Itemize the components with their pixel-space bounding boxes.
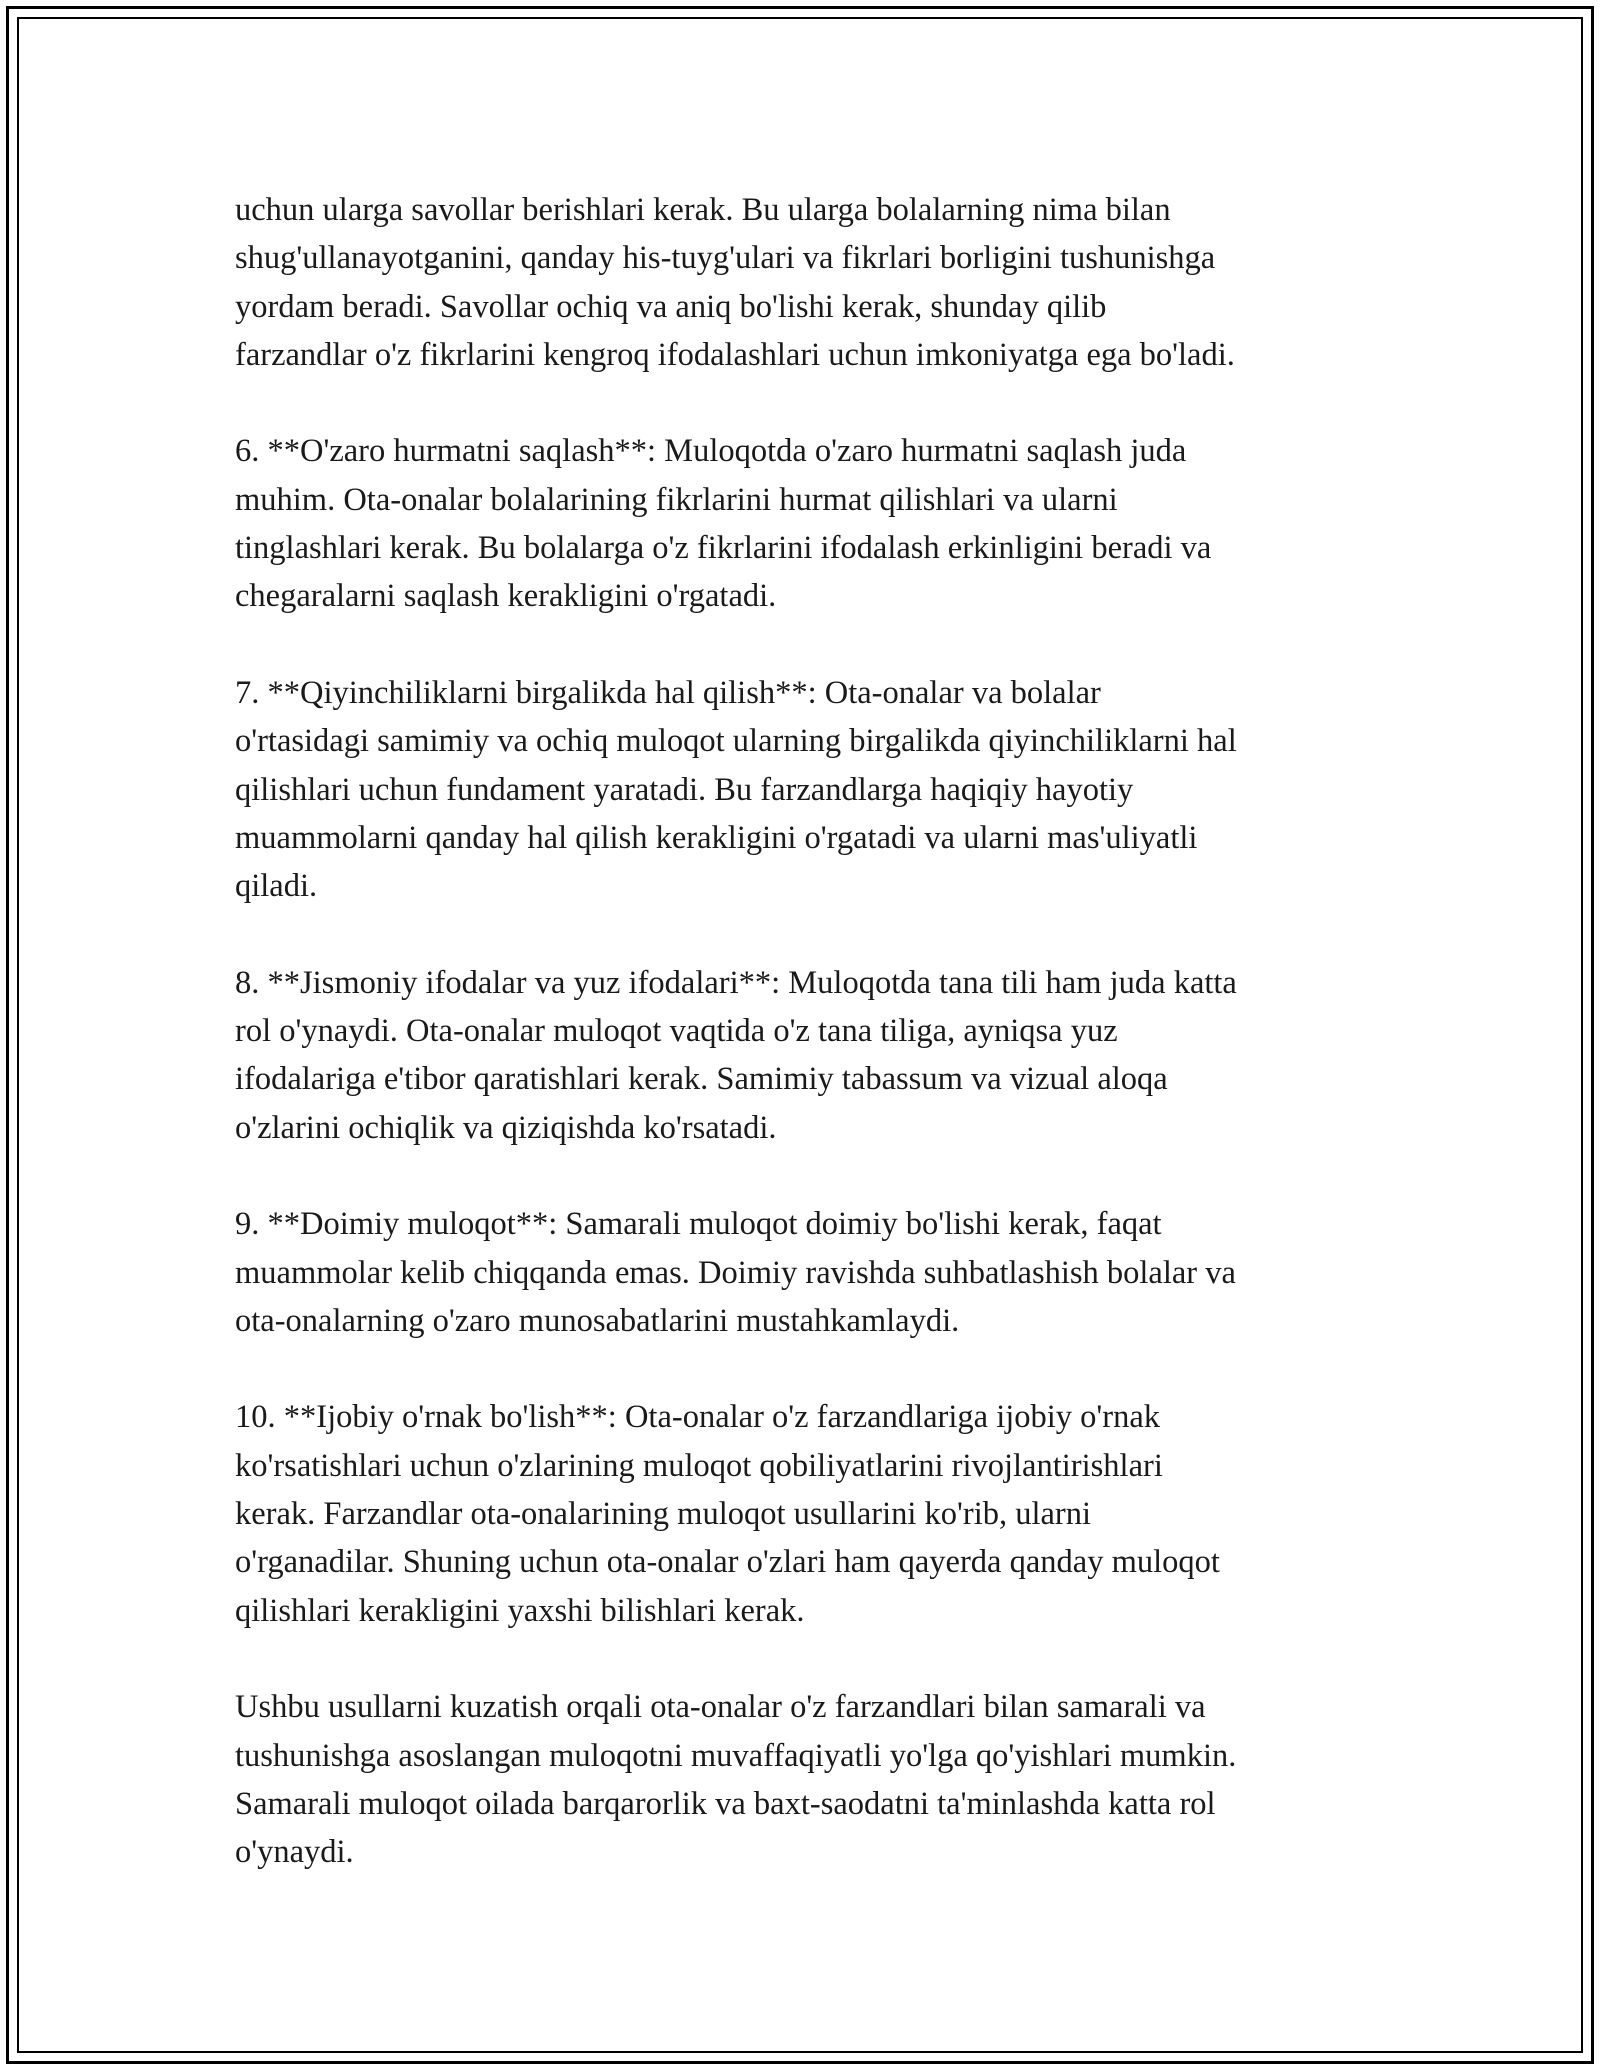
paragraph-item-8: 8. **Jismoniy ifodalar va yuz ifodalari**: Muloqotda tana tili ham juda katta rol o'ynaydi. Ota-onalar muloqot vaqtida o'z tana tiliga, ayniqsa yuz ifodalariga e'tibor qaratishlari kerak. Samimiy tabassum va vizual aloqa o'zlarini ochiqlik va qiziqishda ko'rsatadi. xyxy=(235,964,1237,1146)
paragraph-conclusion: Ushbu usullarni kuzatish orqali ota-onalar o'z farzandlari bilan samarali va tushunishga asoslangan muloqotni muvaffaqiyatli yo'lga qo'yishlari mumkin. Samarali muloqot oilada barqarorlik va baxt-saodatni ta'minlashda katta rol o'ynaydi. xyxy=(235,1689,1237,1871)
paragraph-item-9: 9. **Doimiy muloqot**: Samarali muloqot doimiy bo'lishi kerak, faqat muammolar kelib chiqqanda emas. Doimiy ravishda suhbatlashish bolalar va ota-onalarning o'zaro munosabatlarini mustahkamlaydi. xyxy=(235,1206,1236,1339)
document-body xyxy=(235,186,1385,1876)
paragraph-item-6: 6. **O'zaro hurmatni saqlash**: Muloqotda o'zaro hurmatni saqlash juda muhim. Ota-onalar bolalarining fikrlarini hurmat qilishlari va ularni tinglashlari kerak. Bu bolalarga o'z fikrlarini ifodalash erkinligini beradi va chegaralarni saqlash kerakligini o'rgatadi. xyxy=(235,433,1212,615)
paragraph-intro-continuation: uchun ularga savollar berishlari kerak. Bu ularga bolalarning nima bilan shug'ullanayotganini, qanday his-tuyg'ulari va fikrlari borligini tushunishga yordam beradi. Savollar ochiq va aniq bo'lishi kerak, shunday qilib farzandlar o'z fikrlarini kengroq ifodalashlari uchun imkoniyatga ega bo'ladi. xyxy=(235,192,1235,373)
paragraph-item-7: 7. **Qiyinchiliklarni birgalikda hal qilish**: Ota-onalar va bolalar o'rtasidagi samimiy va ochiq muloqot ularning birgalikda qiyinchiliklarni hal qilishlari uchun fundament yaratadi. Bu farzandlarga haqiqiy hayotiy muammolarni qanday hal qilish kerakligini o'rgatadi va ularni mas'uliyatli qiladi. xyxy=(235,674,1237,905)
paragraph-item-10: 10. **Ijobiy o'rnak bo'lish**: Ota-onalar o'z farzandlariga ijobiy o'rnak ko'rsatishlari uchun o'zlarining muloqot qobiliyatlarini rivojlantirishlari kerak. Farzandlar ota-onalarining muloqot usullarini ko'rib, ularni o'rganadilar. Shuning uchun ota-onalar o'zlari ham qayerda qanday muloqot qilishlari kerakligini yaxshi bilishlari kerak. xyxy=(235,1399,1220,1629)
